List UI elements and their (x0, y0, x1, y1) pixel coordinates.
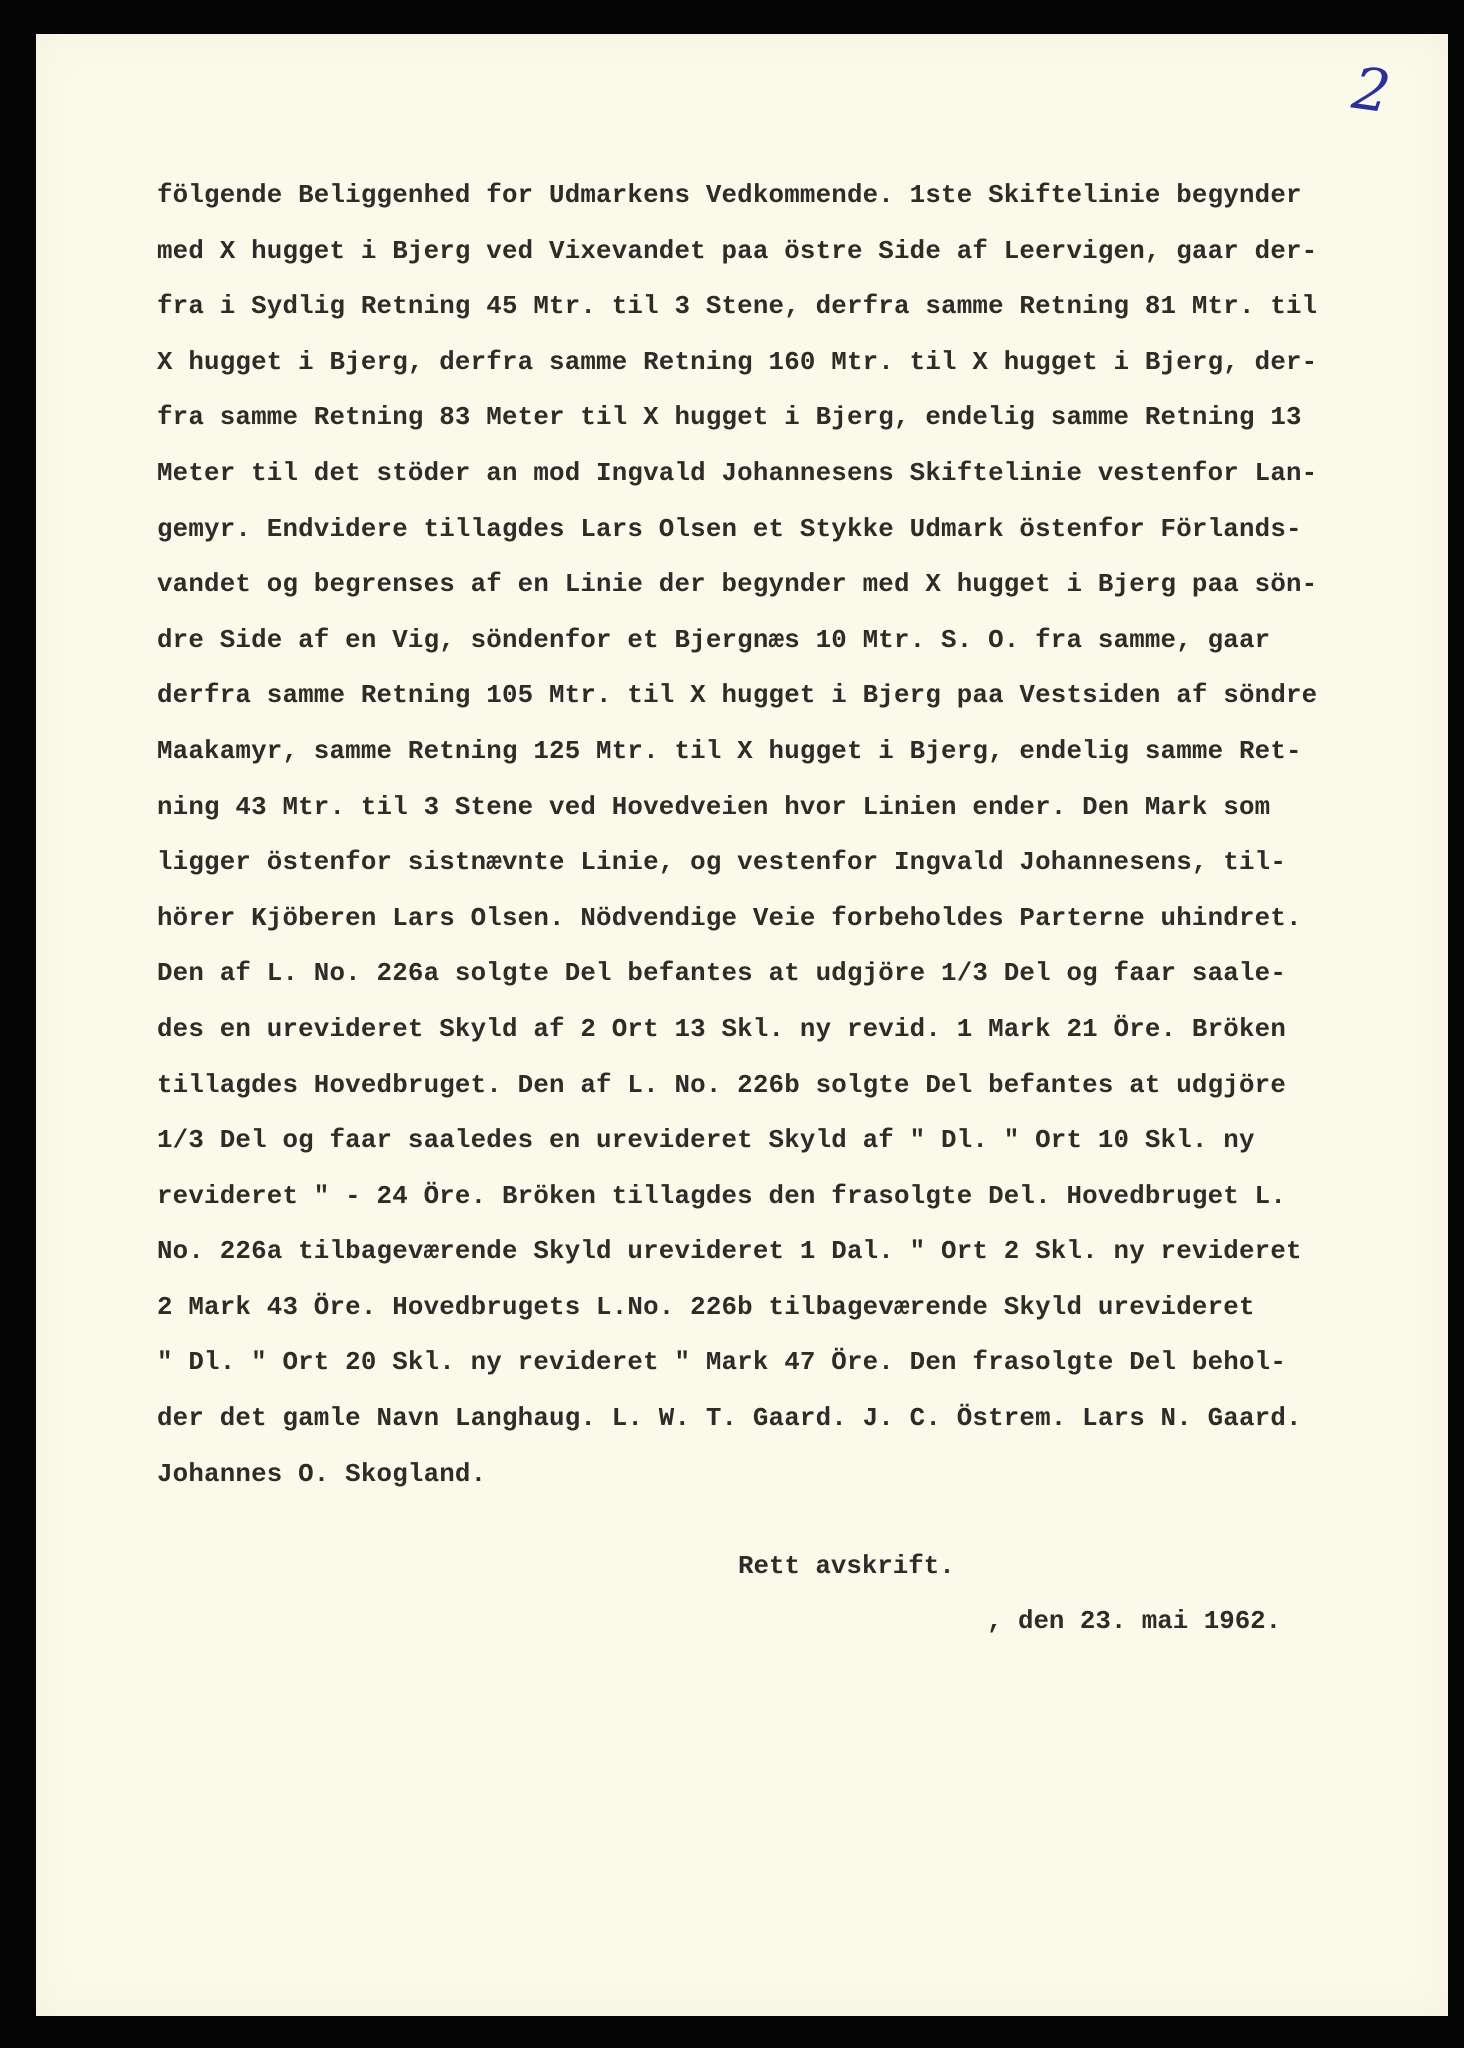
certification-line: Rett avskrift. (738, 1552, 955, 1581)
text-line: 2 Mark 43 Öre. Hovedbrugets L.No. 226b tilbageværende Skyld urevideret (157, 1292, 1255, 1322)
text-line: Meter til det stöder an mod Ingvald Johannesens Skiftelinie vestenfor Lan- (157, 458, 1318, 488)
text-line: gemyr. Endvidere tillagdes Lars Olsen et Stykke Udmark östenfor Förlands- (157, 514, 1302, 544)
text-line: Johannes O. Skogland. (157, 1459, 487, 1489)
text-line: ligger östenfor sistnævnte Linie, og vestenfor Ingvald Johannesens, til- (157, 848, 1287, 878)
text-line: ning 43 Mtr. til 3 Stene ved Hovedveien hvor Linien ender. Den Mark som (157, 792, 1271, 822)
text-line: fölgende Beliggenhed for Udmarkens Vedkommende. 1ste Skiftelinie begynder (157, 181, 1302, 210)
text-line: No. 226a tilbageværende Skyld urevideret 1 Dal. " Ort 2 Skl. ny revideret (157, 1237, 1302, 1267)
text-line: Den af L. No. 226a solgte Del befantes at udgjöre 1/3 Del og faar saale- (157, 959, 1287, 989)
text-line: med X hugget i Bjerg ved Vixevandet paa östre Side af Leervigen, gaar der- (157, 236, 1318, 266)
text-line: tillagdes Hovedbruget. Den af L. No. 226b solgte Del befantes at udgjöre (157, 1070, 1287, 1100)
text-line: 1/3 Del og faar saaledes en urevideret Skyld af " Dl. " Ort 10 Skl. ny (157, 1126, 1255, 1156)
date-line: , den 23. mai 1962. (987, 1607, 1282, 1636)
text-line: X hugget i Bjerg, derfra samme Retning 160 Mtr. til X hugget i Bjerg, der- (157, 347, 1318, 377)
text-line: fra samme Retning 83 Meter til X hugget i Bjerg, endelig samme Retning 13 (157, 403, 1302, 433)
text-line: des en urevideret Skyld af 2 Ort 13 Skl. ny revid. 1 Mark 21 Öre. Bröken (157, 1014, 1287, 1044)
text-line: hörer Kjöberen Lars Olsen. Nödvendige Veie forbeholdes Parterne uhindret. (157, 903, 1302, 933)
text-line: " Dl. " Ort 20 Skl. ny revideret " Mark 47 Öre. Den frasolgte Del behol- (157, 1348, 1287, 1378)
text-line: dre Side af en Vig, söndenfor et Bjergnæs 10 Mtr. S. O. fra samme, gaar (157, 625, 1271, 655)
text-line: Maakamyr, samme Retning 125 Mtr. til X hugget i Bjerg, endelig samme Ret- (157, 736, 1302, 766)
text-line: derfra samme Retning 105 Mtr. til X hugget i Bjerg paa Vestsiden af söndre (157, 681, 1318, 711)
text-line: der det gamle Navn Langhaug. L. W. T. Gaard. J. C. Östrem. Lars N. Gaard. (157, 1404, 1302, 1434)
text-line: vandet og begrenses af en Linie der begynder med X hugget i Bjerg paa sön- (157, 570, 1318, 600)
text-line: fra i Sydlig Retning 45 Mtr. til 3 Stene, derfra samme Retning 81 Mtr. til (157, 292, 1318, 322)
text-line: revideret " - 24 Öre. Bröken tillagdes den frasolgte Del. Hovedbruget L. (157, 1181, 1287, 1211)
page-number: 2 (1348, 53, 1395, 127)
document-paper (36, 34, 1448, 2016)
document-body-text (157, 168, 1457, 1502)
